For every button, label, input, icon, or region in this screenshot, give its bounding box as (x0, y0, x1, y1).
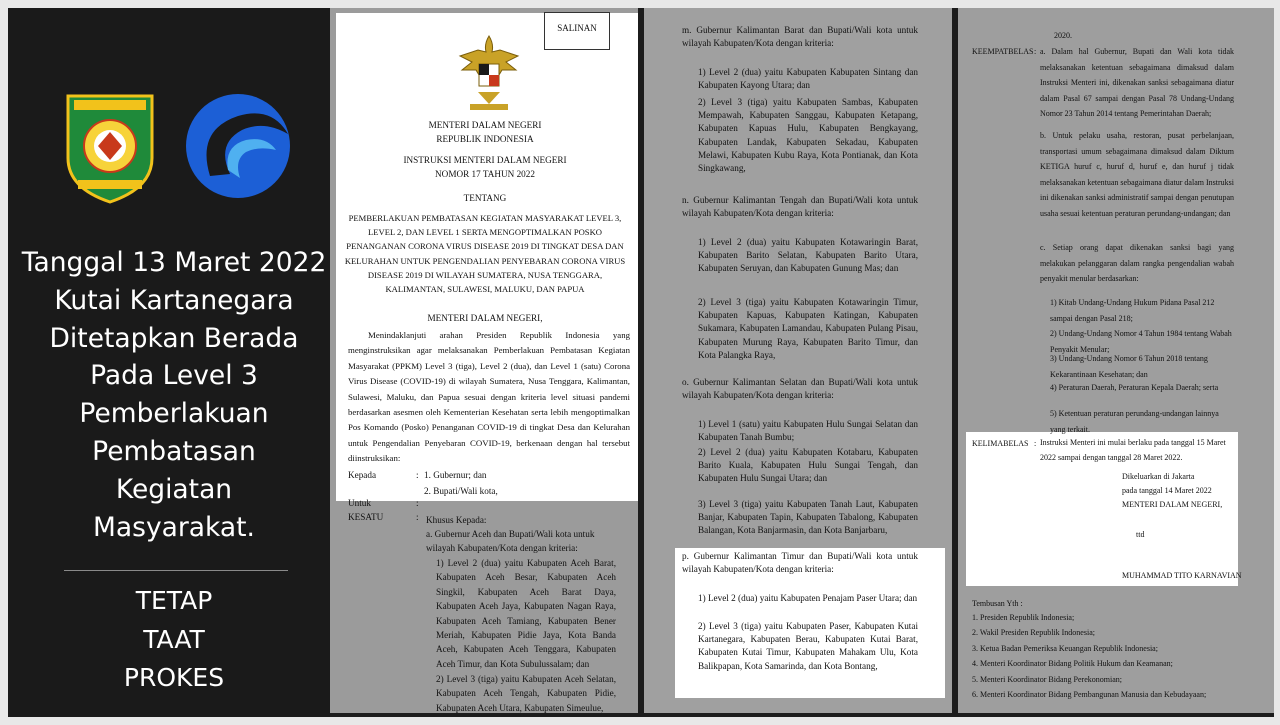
instruction-title: INSTRUKSI MENTERI DALAM NEGERI NOMOR 17 TAHUN 2022 (403, 155, 567, 180)
document-page-2 (644, 8, 952, 713)
tembusan-item: 2. Wakil Presiden Republik Indonesia; (972, 628, 1095, 638)
tembusan-heading: Tembusan Yth : (972, 599, 1023, 608)
left-panel (8, 8, 330, 717)
kesatu-label: KESATU (348, 512, 384, 522)
item-n2-text: 2) Level 3 (tiga) yaitu Kabupaten Kotawaringin Timur, Kabupaten Kapuas, Kabupaten Katingan, Kabupaten Sukamara, Kabupaten Lamandau, Kabupaten Pulang Pisau, Kabupaten Murung Raya, Kabupaten Barito Timur, dan Kota Palangka Raya, (698, 297, 918, 360)
tembusan-item: 1. Presiden Republik Indonesia; (972, 613, 1075, 622)
untuk-label: Untuk (348, 498, 371, 508)
tembusan-item: 6. Menteri Koordinator Bidang Pembangunan Manusia dan Kebudayaan; (972, 690, 1207, 700)
tembusan-item: 5. Menteri Koordinator Bidang Perekonomian; (972, 674, 1122, 684)
kominfo-logo (180, 90, 300, 202)
item-o3-text: 3) Level 3 (tiga) yaitu Kabupaten Tanah Laut, Kabupaten Banjar, Kabupaten Tapin, Kabupaten Tabalong, Kabupaten Balangan, Kota Banjarmasin, dan Kota Banjarbaru, (698, 499, 918, 536)
item-kc5-text: 5) Ketentuan peraturan perundang-undangan lainnya yang terkait. (1050, 409, 1219, 434)
item-kb-text: b. Untuk pelaku usaha, restoran, pusat perbelanjaan, transportasi umum sebagaimana dimaksud dalam Diktum KETIGA huruf c, huruf d, huruf e, dan huruf j tidak melaksanakan ketentuan sebagaimana diatur dalam Instruksi ini dikenakan sanksi administratif sampai dengan penutupan usaha sesuai ketentuan peraturan perundang-undangan; dan (1040, 131, 1234, 218)
keempatbelas-label: KEEMPATBELAS (972, 47, 1034, 56)
tembusan-list (972, 610, 1268, 702)
item-o1-text: 1) Level 1 (satu) yaitu Kabupaten Hulu Sungai Selatan dan Kabupaten Tanah Bumbu; (698, 419, 918, 443)
kepada-colon: : (416, 470, 419, 480)
tentang-heading: TENTANG (463, 193, 507, 203)
item-p2-text: 2) Level 3 (tiga) yaitu Kabupaten Paser, Kabupaten Kutai Kartanegara, Kabupaten Berau, Kabupaten Kutai Barat, Kabupaten Kutai Timur, Kabupaten Mahakam Ulu, Kota Balikpapan, Kota Samarinda, dan Kota Bontang, (698, 621, 918, 671)
kepada-items: 1. Gubernur; dan 2. Bupati/Wali kota, (424, 470, 498, 496)
subject-text: PEMBERLAKUAN PEMBATASAN KEGIATAN MASYARAKAT LEVEL 3, LEVEL 2, DAN LEVEL 1 SERTA MENGOPTIMALKAN POSKO PENANGANAN CORONA VIRUS DISEASE 2019 DI TINGKAT DESA DAN KELURAHAN UNTUK PENGENDALIAN PENYEBARAN CORONA VIRUS DISEASE 2019 DI WILAYAH SUMATERA, NUSA TENGGARA, KALIMANTAN, SULAWESI, MALUKU, DAN PAPUA (344, 213, 626, 295)
item-a-heading: a. Gubernur Aceh dan Bupati/Wali kota untuk wilayah Kabupaten/Kota dengan kriteria: (426, 529, 595, 554)
item-o2-text: 2) Level 2 (dua) yaitu Kabupaten Kotabaru, Kabupaten Barito Kuala, Kabupaten Hulu Sungai Tengah, dan Kabupaten Hulu Sungai Utara; dan (698, 447, 918, 484)
kepada-label: Kepada (348, 470, 377, 480)
headline-text: Tanggal 13 Maret 2022 Kutai Kartanegara Ditetapkan Berada Pada Level 3 Pemberlakuan Pembatasan Kegiatan Masyarakat. (21, 247, 327, 543)
item-ka-text: a. Dalam hal Gubernur, Bupati dan Wali kota tidak melaksanakan ketentuan sebagaimana dimaksud dalam Instruksi Menteri ini, dikenakan sanksi sebagaimana diatur dalam Pasal 67 sampai dengan Pasal 78 Undang-Undang Nomor 23 Tahun 2014 tentang Pemerintahan Daerah; (1040, 47, 1234, 119)
issuer-heading: MENTERI DALAM NEGERI REPUBLIK INDONESIA (428, 120, 542, 145)
slogan-text: TETAP TAAT PROKES (123, 586, 225, 692)
kutai-kartanegara-logo (62, 88, 158, 206)
document-page-3 (958, 8, 1274, 713)
item-m1-text: 1) Level 2 (dua) yaitu Kabupaten Kabupaten Sintang dan Kabupaten Kayong Utara; dan (698, 67, 918, 91)
kelimabelas-colon: : (1034, 439, 1037, 448)
khusus-heading: Khusus Kepada: (426, 515, 487, 525)
item-m-heading: m. Gubernur Kalimantan Barat dan Bupati/Wali kota untuk wilayah Kabupaten/Kota dengan kriteria: (682, 25, 918, 49)
tembusan-item: 4. Menteri Koordinator Bidang Politik Hukum dan Keamanan; (972, 659, 1173, 669)
item-kc4-text: 4) Peraturan Daerah, Peraturan Kepala Daerah; serta (1050, 383, 1219, 392)
issued-block: Dikeluarkan di Jakarta pada tanggal 14 Maret 2022 MENTERI DALAM NEGERI, (1122, 472, 1223, 509)
keempatbelas-colon: : (1034, 47, 1037, 56)
kelimabelas-text: Instruksi Menteri ini mulai berlaku pada tanggal 15 Maret 2022 sampai dengan tanggal 28 Maret 2022. (1040, 438, 1226, 462)
ttd-text: ttd (1136, 530, 1145, 539)
item-o-heading: o. Gubernur Kalimantan Selatan dan Bupati/Wali kota untuk wilayah Kabupaten/Kota dengan kriteria: (682, 377, 918, 401)
item-a1-text: 1) Level 2 (dua) yaitu Kabupaten Aceh Barat, Kabupaten Aceh Besar, Kabupaten Aceh Singkil, Kabupaten Aceh Barat Daya, Kabupaten Aceh Jaya, Kabupaten Nagan Raya, Kabupaten Aceh Tamiang, Kabupaten Bener Meriah, Kabupaten Pidie Jaya, Kota Banda Aceh, Kabupaten Aceh Tenggara, Kabupaten Aceh Timur, dan Kota Subulussalam; dan (436, 558, 616, 669)
kesatu-colon: : (416, 512, 419, 522)
item-a2-text: 2) Level 3 (tiga) yaitu Kabupaten Aceh Selatan, Kabupaten Aceh Tengah, Kabupaten Pidie, Kabupaten Aceh Utara, Kabupaten Simeulue, (436, 674, 616, 713)
signatory-heading: MENTERI DALAM NEGERI, (427, 313, 543, 323)
item-n1-text: 1) Level 2 (dua) yaitu Kabupaten Kotawaringin Barat, Kabupaten Barito Selatan, Kabupaten Barito Utara, Kabupaten Seruyan, dan Kabupaten Gunung Mas; dan (698, 237, 918, 274)
document-page-1 (330, 8, 638, 713)
item-n-heading: n. Gubernur Kalimantan Tengah dan Bupati/Wali kota untuk wilayah Kabupaten/Kota dengan kriteria: (682, 195, 918, 219)
divider (64, 570, 288, 571)
untuk-colon: : (416, 498, 419, 508)
preamble-text: Menindaklanjuti arahan Presiden Republik Indonesia yang menginstruksikan agar melaksanakan Pemberlakuan Pembatasan Kegiatan Masyarakat (PPKM) Level 3 (tiga), Level 2 (dua), dan Level 1 (satu) Corona Virus Disease (COVID-19) di wilayah Sumatera, Nusa Tenggara, Kalimantan, Sulawesi, Maluku, dan Papua sesuai dengan kriteria level situasi pandemi berdasarkan asesmen oleh Kementerian Kesehatan serta lebih mengoptimalkan Pos Komando (Posko) Penanganan COVID-19 di tingkat Desa dan Kelurahan untuk Pengendalian Penyebaran COVID-19, berkenaan dengan hal tersebut diinstruksikan: (348, 330, 630, 464)
garuda-emblem (456, 30, 522, 114)
kelimabelas-label: KELIMABELAS (972, 439, 1029, 448)
item-kc1-text: 1) Kitab Undang-Undang Hukum Pidana Pasal 212 sampai dengan Pasal 218; (1050, 298, 1215, 323)
item-kc-text: c. Setiap orang dapat dikenakan sanksi bagi yang melakukan pelanggaran dalam rangka pengendalian wabah penyakit menular berdasarkan: (1040, 243, 1234, 284)
item-kc2-text: 2) Undang-Undang Nomor 4 Tahun 1984 tentang Wabah Penyakit Menular; (1050, 329, 1232, 354)
item-p-heading: p. Gubernur Kalimantan Timur dan Bupati/Wali kota untuk wilayah Kabupaten/Kota dengan kriteria: (682, 551, 918, 575)
item-p1-text: 1) Level 2 (dua) yaitu Kabupaten Penajam Paser Utara; dan (698, 593, 918, 603)
signer-name: MUHAMMAD TITO KARNAVIAN (1122, 571, 1242, 580)
item-kc3-text: 3) Undang-Undang Nomor 6 Tahun 2018 tentang Kekarantinaan Kesehatan; dan (1050, 354, 1208, 379)
page3-top-text: 2020. (1054, 31, 1072, 40)
salinan-stamp: SALINAN (544, 12, 610, 50)
item-m2-text: 2) Level 3 (tiga) yaitu Kabupaten Sambas, Kabupaten Mempawah, Kabupaten Sanggau, Kabupaten Ketapang, Kabupaten Kapuas Hulu, Kabupaten Bengkayang, Kabupaten Landak, Kabupaten Sekadau, Kabupaten Melawi, Kabupaten Kubu Raya, Kota Pontianak, dan Kota Singkawang, (698, 97, 918, 174)
tembusan-item: 3. Ketua Badan Pemeriksa Keuangan Republik Indonesia; (972, 643, 1158, 653)
